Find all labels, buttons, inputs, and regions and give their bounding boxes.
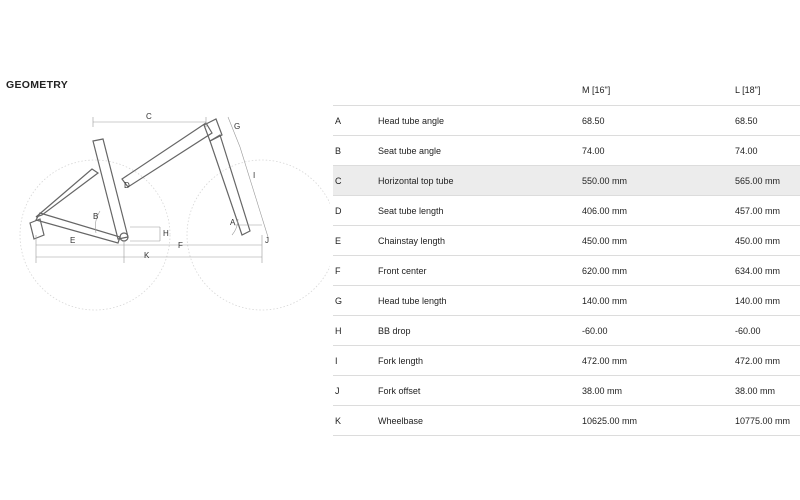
row-name: Head tube angle <box>378 115 445 126</box>
row-value-m: -60.00 <box>582 325 608 336</box>
row-value-l: 457.00 mm <box>735 205 781 216</box>
row-value-m: 550.00 mm <box>582 175 628 186</box>
row-value-m: 450.00 mm <box>582 235 628 246</box>
row-code: J <box>335 385 340 396</box>
bike-geometry-diagram <box>0 95 330 315</box>
row-name: Head tube length <box>378 295 447 306</box>
bike-frame <box>30 119 250 243</box>
row-name: Wheelbase <box>378 415 424 426</box>
row-code: B <box>335 145 342 156</box>
table-row <box>333 256 800 286</box>
row-value-l: 10775.00 mm <box>735 415 791 426</box>
label-a: A <box>230 218 236 227</box>
label-b: B <box>93 212 99 221</box>
column-header-l: L [18"] <box>735 85 761 95</box>
row-value-m: 74.00 <box>582 145 605 156</box>
table-header <box>333 75 800 106</box>
row-value-m: 406.00 mm <box>582 205 628 216</box>
table-row <box>333 376 800 406</box>
label-g: G <box>234 122 241 131</box>
row-name: Fork offset <box>378 385 421 396</box>
row-value-l: 74.00 <box>735 145 758 156</box>
row-value-m: 68.50 <box>582 115 605 126</box>
dim-line-i <box>240 147 268 237</box>
row-value-m: 10625.00 mm <box>582 415 638 426</box>
table-row <box>333 286 800 316</box>
row-name: Fork length <box>378 355 424 366</box>
table-row <box>333 406 800 436</box>
column-header-m: M [16"] <box>582 85 611 95</box>
row-value-m: 38.00 mm <box>582 385 623 396</box>
label-c: C <box>146 112 152 121</box>
label-h: H <box>163 229 169 238</box>
row-value-l: 634.00 mm <box>735 265 781 276</box>
table-row <box>333 346 800 376</box>
row-code: D <box>335 205 342 216</box>
row-value-l: 68.50 <box>735 115 758 126</box>
table-row <box>333 106 800 136</box>
table-row <box>333 226 800 256</box>
row-value-l: 472.00 mm <box>735 355 781 366</box>
row-name: Seat tube angle <box>378 145 442 156</box>
row-value-l: 450.00 mm <box>735 235 781 246</box>
front-wheel-outline <box>187 160 330 310</box>
table-row <box>333 316 800 346</box>
table-row <box>333 196 800 226</box>
row-name: Horizontal top tube <box>378 175 454 186</box>
row-name: Front center <box>378 265 427 276</box>
row-value-l: 38.00 mm <box>735 385 776 396</box>
row-value-l: 565.00 mm <box>735 175 781 186</box>
label-k: K <box>144 251 150 260</box>
row-code: I <box>335 355 338 366</box>
row-code: E <box>335 235 342 246</box>
row-value-l: -60.00 <box>735 325 761 336</box>
row-code: C <box>335 175 342 186</box>
row-name: BB drop <box>378 325 411 336</box>
label-i: I <box>253 171 256 180</box>
section-title: GEOMETRY <box>6 79 69 91</box>
row-value-m: 472.00 mm <box>582 355 628 366</box>
row-value-l: 140.00 mm <box>735 295 781 306</box>
row-name: Seat tube length <box>378 205 444 216</box>
row-value-m: 140.00 mm <box>582 295 628 306</box>
table-row <box>333 136 800 166</box>
row-code: K <box>335 415 342 426</box>
row-code: H <box>335 325 342 336</box>
label-d: D <box>124 181 130 190</box>
geometry-table <box>333 75 800 436</box>
row-name: Chainstay length <box>378 235 446 246</box>
label-e: E <box>70 236 76 245</box>
row-value-m: 620.00 mm <box>582 265 628 276</box>
label-j: J <box>265 236 269 245</box>
label-f: F <box>178 241 183 250</box>
row-code: G <box>335 295 343 306</box>
table-row-highlighted <box>333 166 800 196</box>
row-code: A <box>335 115 342 126</box>
row-code: F <box>335 265 341 276</box>
